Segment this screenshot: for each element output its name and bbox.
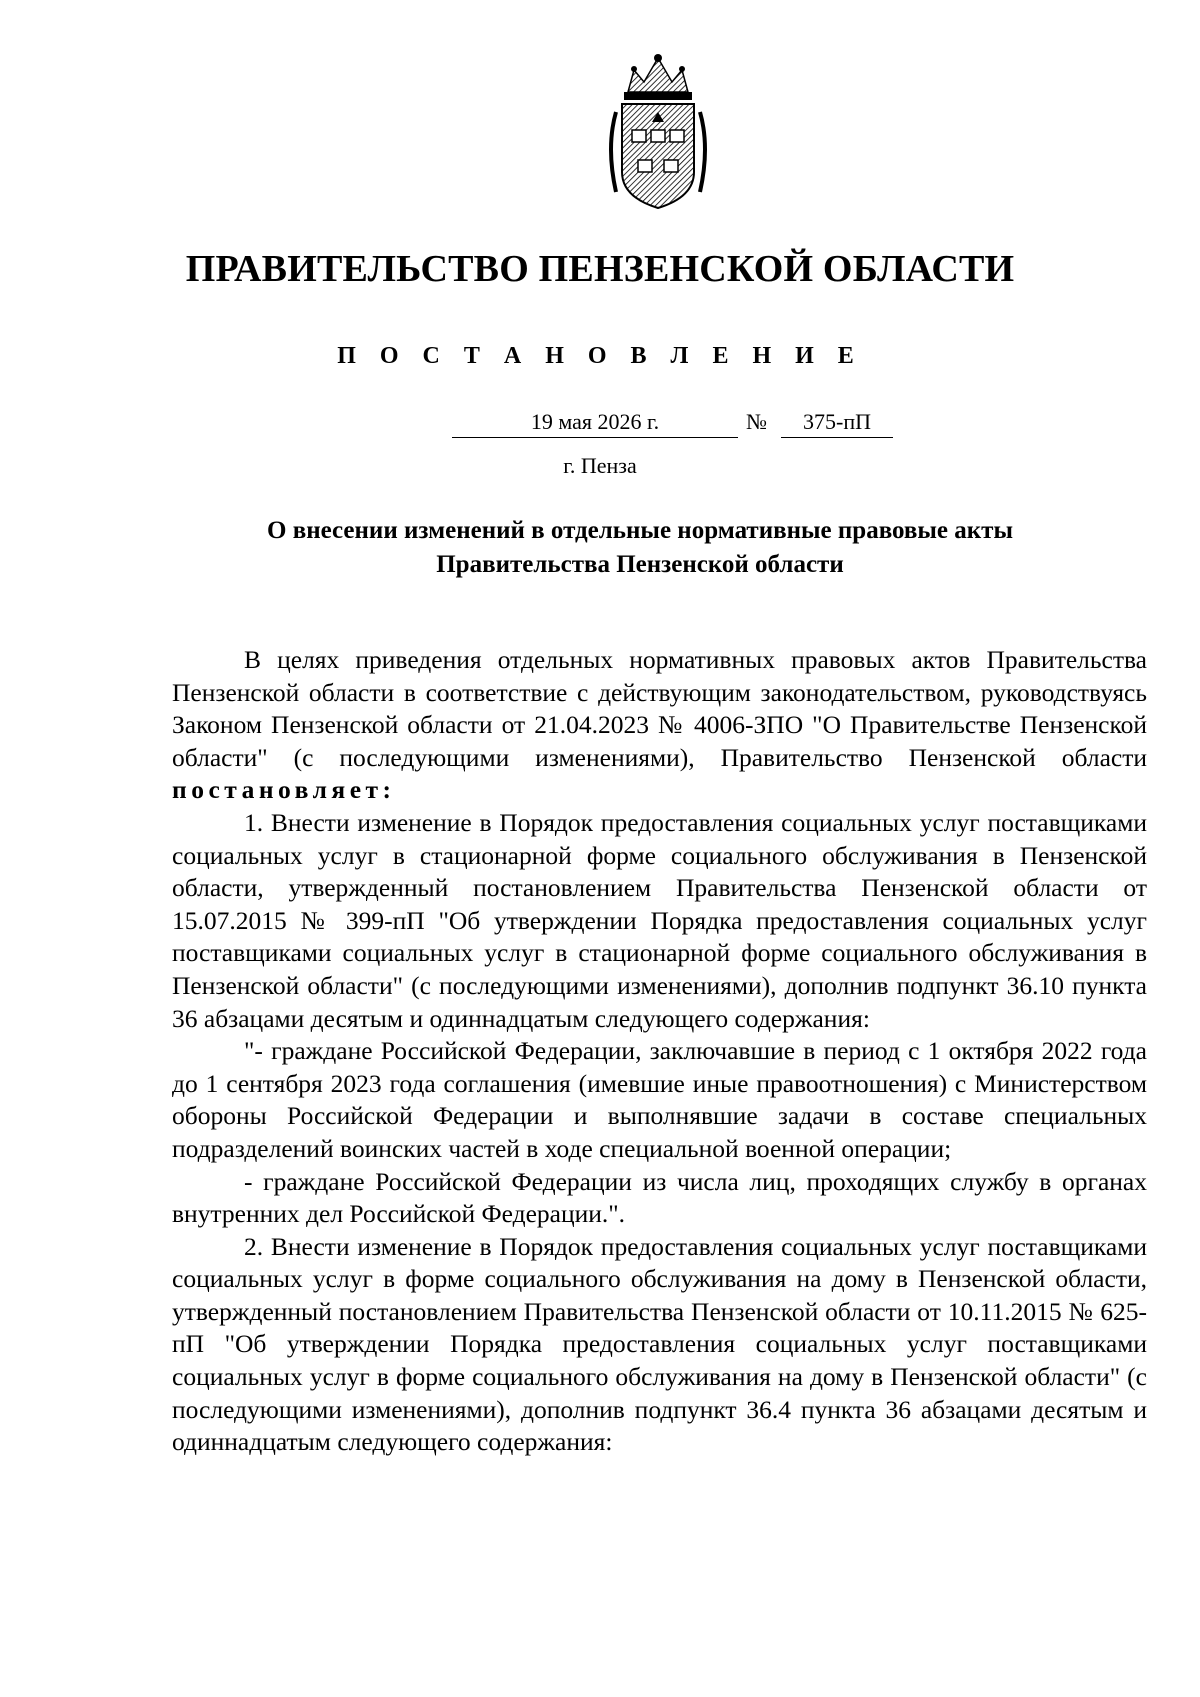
document-city: г. Пенза: [563, 453, 637, 478]
document-body: [172, 644, 1147, 1459]
item-2-paragraph: 2. Внести изменение в Порядок предоставления социальных услуг поставщиками социальных услуг в форме социального обслуживания на дому в Пензенской области, утвержденный постановлением Правительства Пензенской области от 10.11.2015 № 625-пП "Об утверждении Порядка предоставления социальных услуг поставщиками социальных услуг в форме социального обслуживания на дому в Пензенской области" (с последующими изменениями), дополнив подпункт 36.4 пункта 36 абзацами десятым и одиннадцатым следующего содержания:: [172, 1231, 1147, 1457]
document-date: 19 мая 2026 г.: [452, 409, 738, 438]
coat-of-arms-emblem-icon: [588, 52, 728, 214]
document-subject: [200, 514, 1080, 582]
item-1-paragraph: 1. Внести изменение в Порядок предоставления социальных услуг поставщиками социальных услуг в стационарной форме социального обслуживания в Пензенской области, утвержденный постановлением Правительства Пензенской области от 15.07.2015 № 399-пП "Об утверждении Порядка предоставления социальных услуг поставщиками социальных услуг в стационарной форме социального обслуживания в Пензенской области" (с последующими изменениями), дополнив подпункт 36.10 пункта 36 абзацами десятым и одиннадцатым следующего содержания:: [172, 807, 1147, 1033]
government-title: ПРАВИТЕЛЬСТВО ПЕНЗЕНСКОЙ ОБЛАСТИ: [185, 248, 1015, 290]
subject-line-2: Правительства Пензенской области: [436, 551, 844, 578]
number-sign: №: [746, 409, 767, 434]
resolves-keyword: постановляет:: [172, 775, 396, 805]
item-1-quote-1: "- граждане Российской Федерации, заключавшие в период с 1 октября 2022 года до 1 сентября 2023 года соглашения (имевшие иные правоотношения) с Министерством обороны Российской Федерации и выполнявшие задачи в составе специальных подразделений воинских частей в ходе специальной военной операции;: [172, 1036, 1147, 1163]
document-type-title: П О С Т А Н О В Л Е Н И Е: [337, 343, 863, 369]
intro-text: В целях приведения отдельных нормативных правовых актов Правительства Пензенской области в соответствие с действующим законодательством, руководствуясь Законом Пензенской области от 21.04.2023 № 4006-ЗПО "О Правительстве Пензенской области" (с последующими изменениями), Правительство Пензенской области: [172, 645, 1147, 772]
item-1-quote-2: - граждане Российской Федерации из числа лиц, проходящих службу в органах внутренних дел Российской Федерации.".: [172, 1166, 1147, 1229]
intro-paragraph: [172, 644, 1147, 807]
subject-line-1: О внесении изменений в отдельные нормативные правовые акты: [267, 517, 1013, 544]
document-number: 375-пП: [781, 409, 893, 438]
